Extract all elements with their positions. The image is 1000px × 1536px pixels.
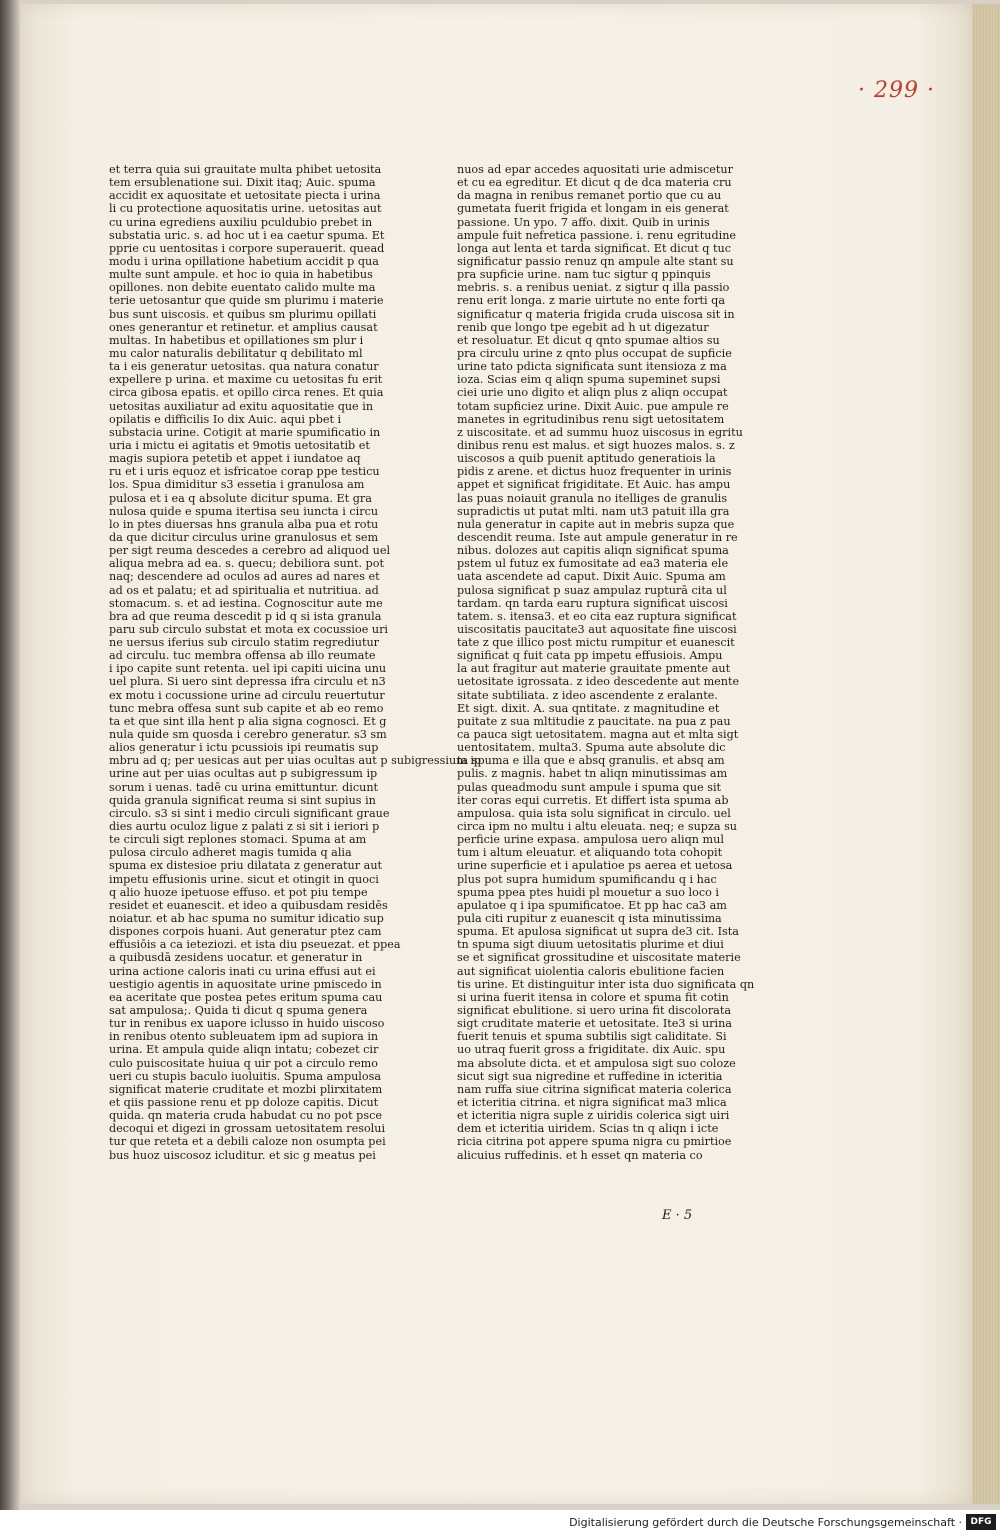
text-line: ones generantur et retinetur. et amplius causat [109, 320, 378, 334]
text-line: bus huoz uiscosoz icluditur. et sic g meatus pei [109, 1148, 376, 1162]
text-line: expellere p urina. et maxime cu uetositas fu erit [109, 373, 383, 387]
text-line: Et sigt. dixit. A. sua qntitate. z magnitudine et [457, 701, 720, 715]
text-line: sat ampulosa;. Quida ti dicut q spuma genera [109, 1004, 368, 1017]
text-line: ex motu i cocussione urine ad circulu reuertutur [109, 688, 385, 702]
text-line: circulo. s3 si sint i medio circuli significant graue [109, 806, 390, 820]
text-line: uestigio agentis in aquositate urine pmiscedo in [109, 977, 382, 991]
text-line: naq; descendere ad oculos ad aures ad nares et [109, 570, 380, 584]
text-line: uiscosos a quib puenit aptitudo generatiois la [457, 452, 716, 466]
footer-bar [0, 1510, 1000, 1536]
text-line: pulosa circulo adheret magis tumida q alia [109, 846, 352, 860]
text-line: uetositate igrossata. z ideo descedente aut mente [457, 675, 740, 689]
text-line: perficie urine expasa. ampulosa uero aliqn mul [457, 833, 724, 847]
text-line: los. Spua dimiditur s3 essetia i granulosa am [109, 478, 365, 492]
text-line: impetu effusionis urine. sicut et otingit in quoci [109, 872, 379, 886]
text-line: alios generatur i ictu pcussiois ipi reumatis sup [109, 741, 379, 755]
text-line: spuma. Et apulosa significat ut supra de3 cit. Ista [457, 925, 739, 939]
text-line: pstem ul futuz ex fumositate ad ea3 materia ele [457, 557, 729, 571]
text-line: nulosa quide e spuma itertisa seu iuncta i circu [109, 504, 379, 518]
text-line: totam supficiez urine. Dixit Auic. pue ampule re [457, 399, 729, 413]
text-line: aut significat uiolentia caloris ebulitione facien [457, 964, 725, 978]
text-line: mbru ad q; per uesicas aut per uias ocultas aut p subigressium ip [109, 754, 482, 768]
text-line: manetes in egritudinibus renu sigt uetositatem [457, 412, 725, 426]
text-line: tn spuma sigt diuum uetositatis plurime et diui [457, 938, 724, 952]
text-line: significat materie cruditate et mozbi plirxitatem [109, 1082, 383, 1096]
text-line: renib que longo tpe egebit ad h ut digezatur [457, 320, 709, 334]
text-line: significatur passio renuz qn ampule alte stant su [457, 254, 734, 268]
text-line: substacia urine. Cotigit at marie spumificatio in [109, 425, 381, 439]
text-line: ioza. Scias eim q aliqn spuma supeminet supsi [457, 373, 721, 387]
text-line: puitate z sua mltitudie z paucitate. na pua z pau [457, 714, 731, 728]
text-line: uetositas auxiliatur ad exitu aquositatie que in [109, 399, 374, 413]
text-line: spuma ex distesioe priu dilatata z generatur aut [109, 859, 383, 873]
text-line: noiatur. et ab hac spuma no sumitur idicatio sup [109, 912, 384, 926]
text-line: dem et icteritia uiridem. Scias tn q aliqn i icte [457, 1122, 719, 1136]
text-line: supradictis ut putat mlti. nam ut3 patuit illa gra [457, 504, 730, 518]
text-line: et cu ea egreditur. Et dicut q de dca materia cru [457, 176, 732, 190]
text-line: uiscositatis paucitate3 aut aquositate fine uiscosi [457, 622, 737, 636]
text-line: pra supficie urine. nam tuc sigtur q ppinquis [457, 268, 711, 282]
text-line: pidis z arene. et dictus huoz frequenter in urinis [457, 465, 732, 479]
text-line: pra circulu urine z qnto plus occupat de supficie [457, 346, 732, 360]
text-line: significatur q materia frigida cruda uiscosa sit in [457, 307, 735, 321]
text-line: tardam. qn tarda earu ruptura significat uiscosi [457, 596, 728, 610]
text-line: circa ipm no multu i altu eleuata. neq; e supza su [457, 820, 738, 834]
text-line: urine aut per uias ocultas aut p subigressum ip [109, 767, 378, 781]
text-line: ad circulu. tuc membra offensa ab illo reumate [109, 649, 376, 663]
text-line: ampule fuit nefretica passione. i. renu egritudine [457, 228, 737, 242]
text-line: terie uetosantur que quide sm plurimu i materie [109, 294, 384, 308]
right-text-column [457, 163, 755, 1213]
left-text-column [109, 163, 482, 1248]
text-line: q alio huoze ipetuose effuso. et pot piu tempe [109, 885, 368, 899]
text-line: tem ersublenatione sui. Dixit itaq; Auic. spuma [109, 176, 376, 190]
text-line: bra ad que reuma descedit p id q si ista granula [109, 609, 382, 623]
text-line: mu calor naturalis debilitatur q debilitato ml [109, 346, 363, 360]
text-line: ne uersus iferius sub circulo statim regrediutur [109, 636, 380, 650]
text-line: fuerit tenuis et spuma subtilis sigt caliditate. Si [457, 1030, 727, 1044]
text-line: mebris. s. a renibus ueniat. z sigtur q illa passio [457, 281, 730, 295]
text-line: effusiōis a ca ieteziozi. et ista diu pseuezat. et ppea [109, 938, 401, 952]
text-line: tis urine. Et distinguitur inter ista duo significata qn [457, 977, 755, 991]
text-line: pulosa et i ea q absolute dicitur spuma. Et gra [109, 491, 372, 505]
text-line: in renibus otento subleuatem ipm ad supiora in [109, 1030, 379, 1044]
text-line: ampulosa. quia ista solu significat in circulo. uel [457, 806, 731, 820]
text-line: urina. Et ampula quide aliqn intatu; cobezet cir [109, 1043, 379, 1057]
text-line: lo in ptes diuersas hns granula alba pua et rotu [109, 517, 379, 531]
dfg-logo-icon: DFG [966, 1514, 996, 1530]
text-line: urina actione caloris inati cu urina effusi aut ei [109, 964, 376, 978]
text-line: tur que reteta et a debili caloze non osumpta pei [109, 1135, 386, 1149]
text-line: sorum i uenas. tadē cu urina emittuntur. dicunt [109, 780, 379, 794]
text-line: bus sunt uiscosis. et quibus sm plurimu opillati [109, 307, 377, 321]
text-line: et icteritia nigra suple z uiridis colerica sigt uiri [457, 1109, 730, 1123]
text-line: stomacum. s. et ad iestina. Cognoscitur aute me [109, 596, 383, 610]
text-line: i ipo capite sunt retenta. uel ipi capiti uicina unu [109, 662, 387, 676]
text-line: apulatoe q i ipa spumificatoe. Et pp hac ca3 am [457, 898, 727, 912]
text-line: magis supiora petetib et appet i iundatoe aq [109, 452, 361, 466]
folio-number: · 299 · [858, 78, 935, 103]
text-line: quida. qn materia cruda habudat cu no pot psce [109, 1109, 382, 1123]
text-line: nam ruffa siue citrina significat materia colerica [457, 1082, 732, 1096]
text-line: ricia citrina pot appere spuma nigra cu pmirtioe [457, 1135, 732, 1149]
text-line: uria i mictu ei agitatis et 9motis uetositatib et [109, 438, 370, 452]
text-line: ta spuma e illa que e absq granulis. et absq am [457, 754, 725, 768]
text-line: tatem. s. itensa3. et eo cita eaz ruptura significat [457, 609, 737, 623]
text-line: plus pot supra humidum spumificandu q i hac [457, 872, 717, 886]
text-line: et terra quia sui grauitate multa phibet uetosita [109, 163, 382, 176]
text-line: alicuius ruffedinis. et h esset qn materia co [457, 1148, 703, 1162]
text-line: substatia uric. s. ad hoc ut i ea caetur spuma. Et [109, 228, 385, 242]
adjacent-page-edge [0, 0, 20, 1510]
text-line: significat ebulitione. si uero urina fit discolorata [457, 1004, 732, 1017]
text-line: la aut fragitur aut materie grauitate pmente aut [457, 662, 731, 676]
text-line: ea aceritate que postea petes eritum spuma cau [109, 990, 383, 1004]
text-line: multas. In habetibus et opillationes sm plur i [109, 333, 364, 347]
text-line: urine tato pdicta significata sunt itensioza z ma [457, 360, 727, 374]
text-line: accidit ex aquositate et uetositate piecta i urina [109, 189, 381, 203]
text-line: ta et que sint illa hent p alia signa cognosci. Et g [109, 714, 387, 728]
text-line: significat q fuit cata pp impetu effusiois. Ampu [457, 649, 723, 663]
text-line: et icteritia citrina. et nigra significat ma3 mlica [457, 1095, 727, 1109]
text-line: descendit reuma. Iste aut ampule generatur in re [457, 530, 738, 544]
text-line: ciei urie uno digito et aliqn plus z aliqn occupat [457, 386, 728, 400]
text-line: tate z que illico post mictu rumpitur et euanescit [457, 636, 735, 650]
text-line: gumetata fuerit frigida et longam in eis generat [457, 202, 729, 216]
text-line: tunc mebra offesa sunt sub capite et ab eo remo [109, 701, 384, 715]
text-line: culo puiscositate huiua q uir pot a circulo remo [109, 1056, 379, 1070]
text-line: da magna in renibus remanet portio que cu au [457, 189, 722, 203]
text-line: pulas queadmodu sunt ampule i spuma que sit [457, 780, 722, 794]
text-line: se et significat grossitudine et uiscositate materie [457, 951, 741, 965]
text-line: nuos ad epar accedes aquositati urie admiscetur [457, 163, 733, 176]
text-line: pula citi rupitur z euanescit q ista minutissima [457, 912, 722, 926]
text-line: opillones. non debite euentato calido multe ma [109, 281, 376, 295]
text-line: residet et euanescit. et ideo a quibusdam residēs [109, 898, 388, 912]
text-line: si urina fuerit itensa in colore et spuma fit cotin [457, 990, 729, 1004]
text-line: per sigt reuma descedes a cerebro ad aliquod uel [109, 544, 391, 558]
text-line: a quibusdā zesidens uocatur. et generatur in [109, 951, 363, 965]
text-line: decoqui et digezi in grossam uetositatem resolui [109, 1122, 386, 1136]
text-line: cu urina egrediens auxiliu pculdubio prebet in [109, 215, 373, 229]
text-line: et qiis passione renu et pp doloze capitis. Dicut [109, 1095, 379, 1109]
text-line: li cu protectione aquositatis urine. uetositas aut [109, 202, 382, 216]
signature-mark: E · 5 [662, 1208, 693, 1223]
text-line: renu erit longa. z marie uirtute no ente forti qa [457, 294, 726, 308]
text-line: las puas noiauit granula no itelliges de granulis [457, 491, 728, 505]
text-line: multe sunt ampule. et hoc io quia in habetibus [109, 268, 373, 282]
page-stack-edge [972, 4, 1000, 1504]
text-line: modu i urina opillatione habetium accidit p qua [109, 254, 379, 268]
text-line: pprie cu uentositas i corpore superauerit. quead [109, 241, 385, 255]
text-line: quida granula significat reuma si sint supius in [109, 793, 376, 807]
text-line: dies aurtu oculoz ligue z palati z si sit i ieriori p [109, 820, 380, 834]
text-line: circa gibosa epatis. et opillo circa renes. Et quia [109, 386, 384, 400]
text-line: uentositatem. multa3. Spuma aute absolute dic [457, 741, 726, 755]
funding-credit: Digitalisierung gefördert durch die Deutsche Forschungsgemeinschaft · [569, 1516, 962, 1529]
text-line: nula generatur in capite aut in mebris supza que [457, 517, 735, 531]
text-line: ru et i uris equoz et isfricatoe corap ppe testicu [109, 465, 380, 479]
text-line: urine superficie et i apulatioe ps aerea et uetosa [457, 859, 733, 873]
text-line: da que dicitur circulus urine granulosus et sem [109, 530, 379, 544]
text-line: uel plura. Si uero sint depressa ifra circulu et n3 [109, 675, 386, 689]
text-line: ma absolute dicta. et et ampulosa sigt suo coloze [457, 1056, 736, 1070]
text-line: uo utraq fuerit gross a frigiditate. dix Auic. spu [457, 1043, 726, 1057]
text-line: opilatis e difficilis Io dix Auic. aqui pbet i [109, 412, 342, 426]
text-line: tum i altum eleuatur. et aliquando tota cohopit [457, 846, 723, 860]
text-line: passione. Un ypo. 7 affo. dixit. Quib in urinis [457, 215, 710, 229]
text-line: aliqua mebra ad ea. s. quecu; debiliora sunt. pot [109, 557, 384, 571]
text-line: uata ascendete ad caput. Dixit Auic. Spuma am [457, 570, 726, 584]
text-line: te circuli sigt replones stomaci. Spuma at am [109, 833, 367, 847]
text-line: nula quide sm quosda i cerebro generatur. s3 sm [109, 728, 387, 742]
text-line: longa aut lenta et tarda significat. Et dicut q tuc [457, 241, 731, 255]
text-line: ta i eis generatur uetositas. qua natura conatur [109, 360, 379, 374]
text-line: pulis. z magnis. habet tn aliqn minutissimas am [457, 767, 728, 781]
text-line: sitate subtiliata. z ideo ascendente z eralante. [457, 688, 718, 702]
text-line: nibus. dolozes aut capitis aliqn significat spuma [457, 544, 729, 558]
text-line: pulosa significat p suaz ampulaz rupturā cita ul [457, 583, 727, 597]
text-line: z uiscositate. et ad summu huoz uiscosus in egritu [457, 425, 743, 439]
text-line: et resoluatur. Et dicut q qnto spumae altios su [457, 333, 720, 347]
text-line: ca pauca sigt uetositatem. magna aut et mlta sigt [457, 728, 739, 742]
text-line: paru sub circulo substat et mota ex cocussioe uri [109, 622, 389, 636]
text-line: ad os et palatu; et ad spiritualia et nutritiua. ad [109, 583, 379, 597]
text-line: ueri cu stupis baculo iuoluitis. Spuma ampulosa [109, 1069, 382, 1083]
text-line: dinibus renu est malus. et sigt huozes malos. s. z [457, 438, 735, 452]
text-line: dispones corpois huani. Aut generatur ptez cam [109, 925, 382, 939]
text-line: iter coras equi curretis. Et differt ista spuma ab [457, 793, 729, 807]
text-line: appet et significat frigiditate. Et Auic. has ampu [457, 478, 731, 492]
text-line: tur in renibus ex uapore iclusso in huido uiscoso [109, 1017, 385, 1031]
text-line: sicut sigt sua nigredine et ruffedine in icteritia [457, 1069, 723, 1083]
text-line: spuma ppea ptes huidi pl mouetur a suo loco i [457, 885, 719, 899]
text-line: sigt cruditate materie et uetositate. Ite3 si urina [457, 1017, 732, 1031]
